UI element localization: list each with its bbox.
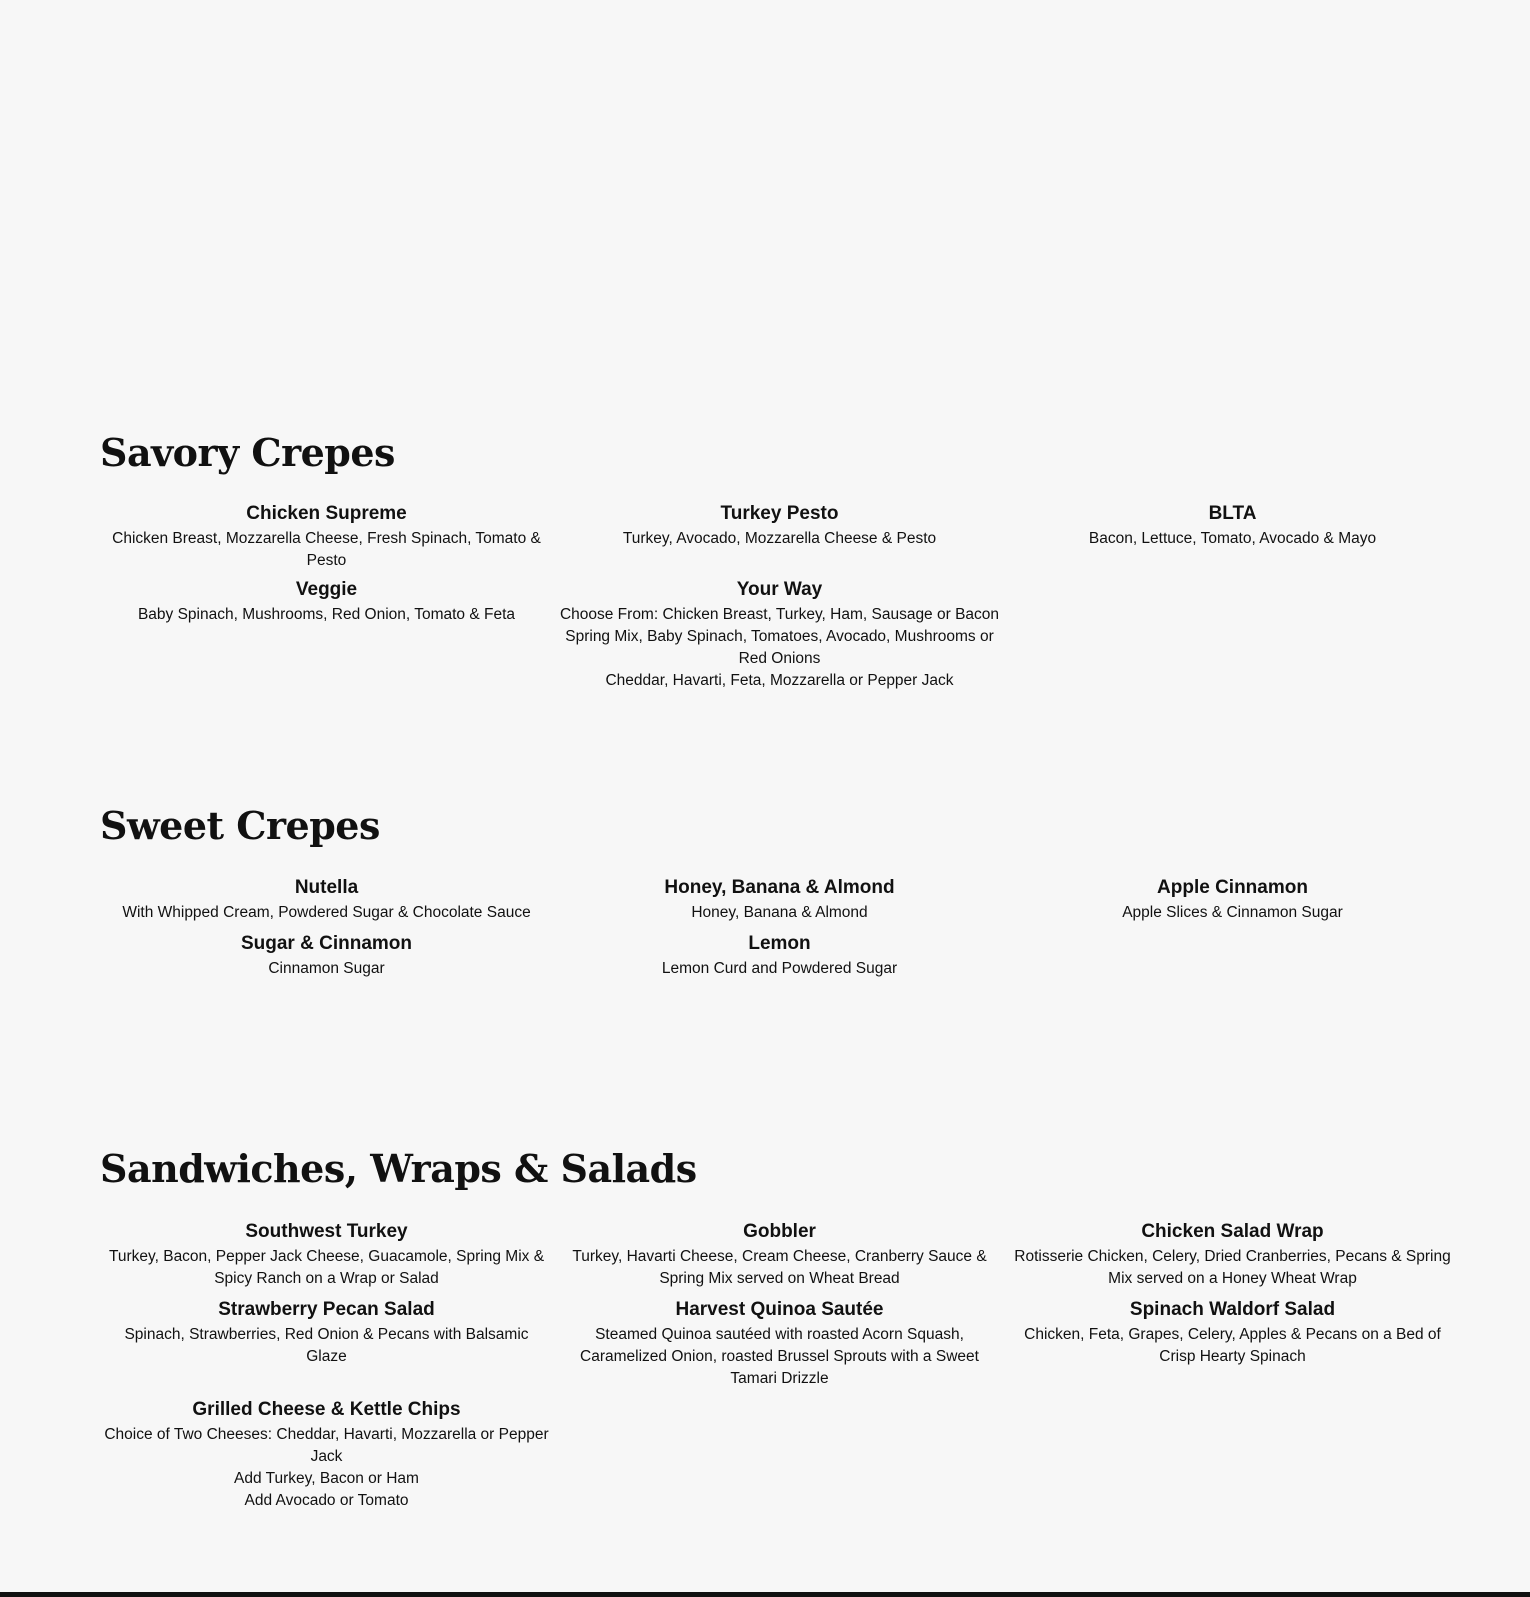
description-line: Turkey, Bacon, Pepper Jack Cheese, Guacamole, Spring Mix & Spicy Ranch on a Wrap or Salad [108,1247,545,1287]
item-description [555,604,1004,692]
item-description [1008,1324,1457,1368]
item-name: Veggie [295,578,358,600]
item-description [555,1324,1004,1390]
menu-grid [100,1220,1460,1512]
item-name: Chicken Salad Wrap [1141,1220,1324,1242]
item-description [102,1324,551,1368]
item-name: Apple Cinnamon [1157,876,1308,898]
menu-item-turkey-pesto [553,502,1006,572]
item-description [102,604,551,626]
item-name: Turkey Pesto [720,502,839,524]
item-description [102,1424,551,1512]
sweet-crepes-section [100,805,1460,980]
item-name: Sugar & Cinnamon [240,932,412,954]
menu-item-lemon [553,932,1006,980]
description-line: Steamed Quinoa sautéed with roasted Acorn Squash, Caramelized Onion, roasted Brussel Sprouts with a Sweet Tamari Drizzle [580,1325,979,1387]
item-description [102,528,551,572]
menu-item-veggie [100,578,553,692]
description-line: Honey, Banana & Almond [691,903,868,921]
menu-item-honey-banana-almond [553,876,1006,924]
item-name: Nutella [294,876,359,898]
menu-grid [100,502,1460,692]
menu-item-southwest-turkey [100,1220,553,1290]
description-line: Choose From: Chicken Breast, Turkey, Ham, Sausage or Bacon [559,605,1000,623]
menu-item-blta [1006,502,1459,572]
description-line: With Whipped Cream, Powdered Sugar & Chocolate Sauce [122,903,531,921]
description-line: Turkey, Havarti Cheese, Cream Cheese, Cranberry Sauce & Spring Mix served on Wheat Bread [572,1247,987,1287]
item-name: Chicken Supreme [246,502,407,524]
item-description [102,958,551,980]
item-name: Strawberry Pecan Salad [218,1298,435,1320]
footer-bar [0,1592,1530,1597]
item-description [555,528,1004,550]
item-name: Honey, Banana & Almond [664,876,895,898]
description-line: Cinnamon Sugar [268,959,385,977]
description-line: Add Avocado or Tomato [244,1491,409,1509]
item-name: Gobbler [743,1220,816,1242]
menu-item-chicken-salad-wrap [1006,1220,1459,1290]
item-description [1008,1246,1457,1290]
menu-item-chicken-supreme [100,502,553,572]
item-description [555,958,1004,980]
description-line: Turkey, Avocado, Mozzarella Cheese & Pesto [622,529,937,547]
description-line: Chicken Breast, Mozzarella Cheese, Fresh Spinach, Tomato & Pesto [112,529,541,569]
savory-crepes-section [100,432,1460,692]
description-line: Choice of Two Cheeses: Cheddar, Havarti, Mozzarella or Pepper Jack [104,1425,549,1465]
description-line: Apple Slices & Cinnamon Sugar [1122,903,1343,921]
section-title: Sweet Crepes [100,803,380,848]
item-description [1008,528,1457,550]
menu-item-spinach-waldorf-salad [1006,1298,1459,1390]
menu-item-apple-cinnamon [1006,876,1459,924]
item-name: Spinach Waldorf Salad [1129,1298,1336,1320]
item-description [555,1246,1004,1290]
description-line: Lemon Curd and Powdered Sugar [661,959,898,977]
item-description [102,1246,551,1290]
menu-item-gobbler [553,1220,1006,1290]
item-name: Lemon [748,932,811,954]
menu-grid [100,876,1460,980]
menu-item-your-way [553,578,1006,692]
section-title: Savory Crepes [100,430,395,475]
section-title: Sandwiches, Wraps & Salads [100,1146,697,1191]
description-line: Baby Spinach, Mushrooms, Red Onion, Tomato & Feta [137,605,516,623]
item-name: BLTA [1208,502,1257,524]
description-line: Cheddar, Havarti, Feta, Mozzarella or Pepper Jack [605,671,954,689]
item-description [1008,902,1457,924]
description-line: Spring Mix, Baby Spinach, Tomatoes, Avocado, Mushrooms or Red Onions [565,627,994,667]
menu-item-grilled-cheese-kettle-chips [100,1398,553,1512]
menu-item-harvest-quinoa-sautee [553,1298,1006,1390]
item-name: Your Way [736,578,823,600]
description-line: Bacon, Lettuce, Tomato, Avocado & Mayo [1088,529,1377,547]
menu-item-sugar-cinnamon [100,932,553,980]
menu-item-strawberry-pecan-salad [100,1298,553,1390]
description-line: Chicken, Feta, Grapes, Celery, Apples & Pecans on a Bed of Crisp Hearty Spinach [1024,1325,1441,1365]
menu-item-nutella [100,876,553,924]
description-line: Add Turkey, Bacon or Ham [234,1469,419,1487]
item-description [102,902,551,924]
item-name: Harvest Quinoa Sautée [675,1298,884,1320]
item-description [555,902,1004,924]
sandwiches-wraps-salads-section [100,1148,1460,1512]
item-name: Grilled Cheese & Kettle Chips [192,1398,461,1420]
description-line: Rotisserie Chicken, Celery, Dried Cranberries, Pecans & Spring Mix served on a Honey Wheat Wrap [1014,1247,1451,1287]
description-line: Spinach, Strawberries, Red Onion & Pecans with Balsamic Glaze [124,1325,529,1365]
item-name: Southwest Turkey [245,1220,408,1242]
